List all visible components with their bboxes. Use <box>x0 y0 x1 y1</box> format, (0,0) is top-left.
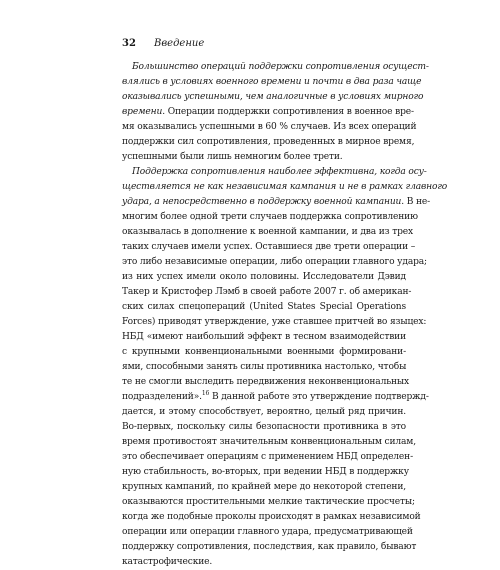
text-line: Большинство операций поддержки сопротивления осущест- <box>132 62 429 72</box>
text-line: мя оказывались успешными в 60 % случаев. Из всех операций <box>122 122 417 132</box>
text-line: с крупными конвенциональными военными формировани- <box>122 347 406 357</box>
text-segment: подразделений». <box>122 392 202 402</box>
text-line: ную стабильность, во-вторых, при ведении НБД в поддержку <box>122 467 409 477</box>
text-segment: удара, а непосредственно в поддержку военной кампании. <box>122 197 404 207</box>
text-line: из них успех имели около половины. Исследователи Дэвид <box>122 272 406 282</box>
text-line: влялись в условиях военного времени и почти в два раза чаще <box>122 77 422 87</box>
text-line: это либо независимые операции, либо операции главного удара; <box>122 257 427 267</box>
text-line: дается, и этому способствует, вероятно, целый ряд причин. <box>122 407 406 417</box>
text-line: те не смогли выследить передвижения неконвенциональных <box>122 377 409 387</box>
text-line: поддержки сил сопротивления, проведенных в мирное время, <box>122 137 415 147</box>
body-text <box>122 60 448 570</box>
text-line: таких случаев имели успех. Оставшиеся две трети операции – <box>122 242 416 252</box>
text-line: Во-первых, поскольку силы безопасности противника в это <box>122 422 406 432</box>
text-line <box>122 195 431 210</box>
text-line: ществляется не как независимая кампания и не в рамках главного <box>122 182 448 192</box>
text-line: когда же подобные проколы происходят в рамках независимой <box>122 512 421 522</box>
text-line: Forces) приводят утверждение, уже ставшее притчей во языцех: <box>122 317 427 327</box>
text-line: успешными были лишь немногим более трети. <box>122 152 343 162</box>
text-line: поддержку сопротивления, последствия, как правило, бывают <box>122 542 417 552</box>
text-segment: В не- <box>404 197 431 207</box>
running-header <box>122 36 412 52</box>
text-line: НБД «имеют наибольший эффект в тесном взаимодействии <box>122 332 406 342</box>
text-line: катастрофические. <box>122 557 213 567</box>
text-line: время противостоят значительным конвенциональным силам, <box>122 437 416 447</box>
text-line: это обеспечивает операциям с применением НБД определен- <box>122 452 413 462</box>
text-line: Такер и Кристофер Лэмб в своей работе 2007 г. об американ- <box>122 287 412 297</box>
footnote-ref: 16 <box>201 389 210 397</box>
text-line: крупных кампаний, по крайней мере до некоторой степени, <box>122 482 406 492</box>
text-line: операции или операции главного удара, предусматривающей <box>122 527 413 537</box>
section-title: Введение <box>154 38 205 49</box>
text-segment: Операции поддержки сопротивления в военное вре- <box>164 107 414 117</box>
text-line <box>122 389 429 405</box>
text-line: оказываются простительными мелкие тактические просчеты; <box>122 497 415 507</box>
text-line: ских силах спецопераций (United States Special Operations <box>122 302 406 312</box>
text-line <box>122 105 414 120</box>
text-line: Поддержка сопротивления наиболее эффективна, когда осу- <box>132 167 427 177</box>
text-line: оказывалась в дополнение к военной кампании, и два из трех <box>122 227 413 237</box>
text-segment: В данной работе это утверждение подтвержд- <box>209 392 429 402</box>
text-line: ями, способными занять силы противника настолько, чтобы <box>122 362 407 372</box>
text-segment: времени. <box>122 107 165 117</box>
text-line: многим более одной трети случаев поддержка сопротивлению <box>122 212 418 222</box>
page-number: 32 <box>122 38 136 49</box>
text-line: оказывались успешными, чем аналогичные в условиях мирного <box>122 92 424 102</box>
